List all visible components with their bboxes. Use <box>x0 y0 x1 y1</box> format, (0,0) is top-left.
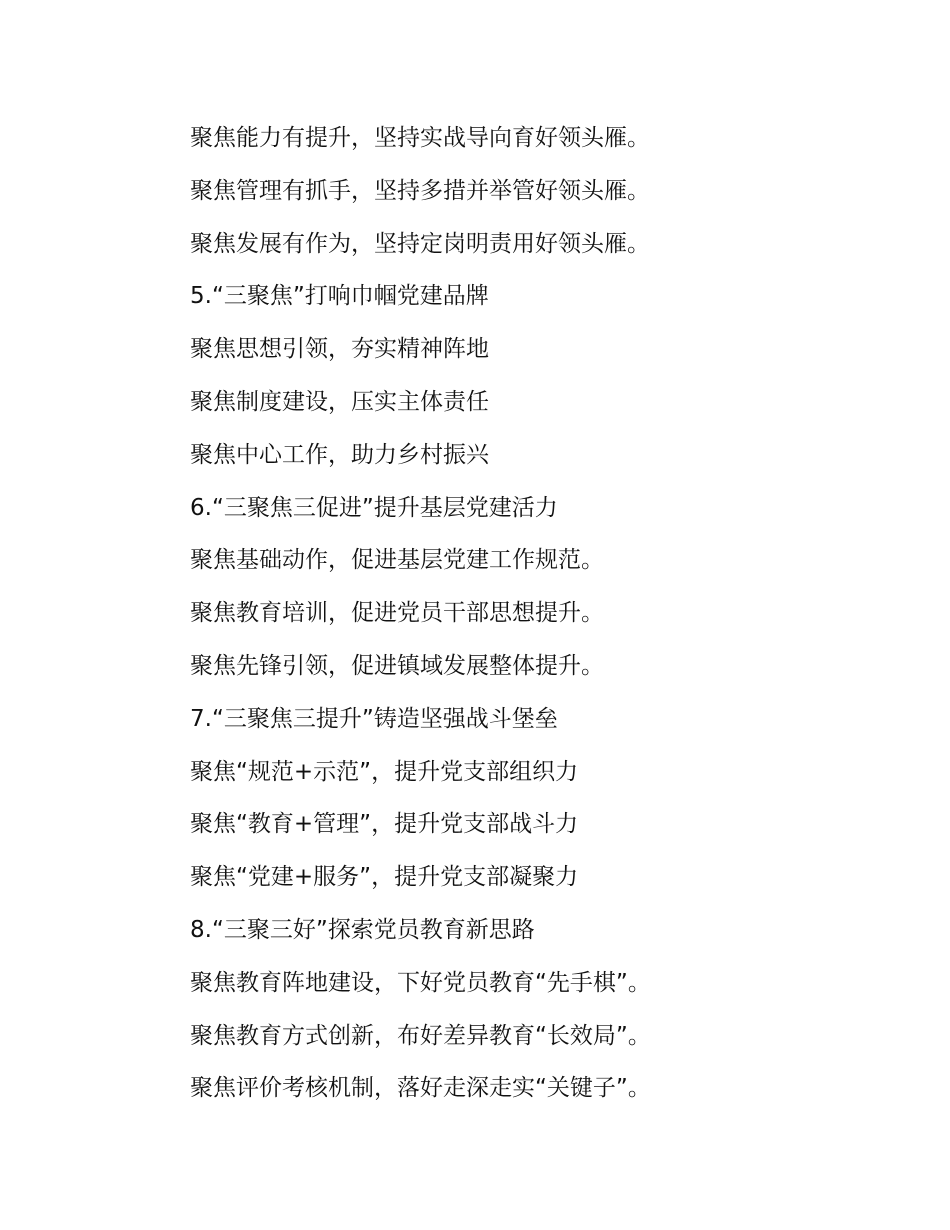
section-heading: 5.“三聚焦”打响巾帼党建品牌 <box>190 283 489 310</box>
text-line: 聚焦教育方式创新，布好差异教育“长效局”。 <box>190 1022 651 1049</box>
text-line: 聚焦评价考核机制，落好走深走实“关键子”。 <box>190 1075 651 1102</box>
text-line: 聚焦中心工作，助力乡村振兴 <box>190 441 489 468</box>
text-line: 聚焦制度建设，压实主体责任 <box>190 388 489 415</box>
text-line: 聚焦能力有提升，坚持实战导向育好领头雁。 <box>190 125 650 151</box>
text-line: 聚焦教育培训，促进党员干部思想提升。 <box>190 600 604 627</box>
text-line: 聚焦基础动作，促进基层党建工作规范。 <box>190 547 604 574</box>
text-line: 聚焦管理有抓手，坚持多措并举管好领头雁。 <box>190 177 650 204</box>
text-line: 聚焦“党建+服务”，提升党支部凝聚力 <box>190 864 579 891</box>
text-line: 聚焦教育阵地建设，下好党员教育“先手棋”。 <box>190 969 651 996</box>
section-heading: 6.“三聚焦三促进”提升基层党建活力 <box>190 494 558 521</box>
section-heading: 7.“三聚焦三提升”铸造坚强战斗堡垒 <box>190 705 558 732</box>
text-line: 聚焦先锋引领，促进镇域发展整体提升。 <box>190 652 604 679</box>
section-heading: 8.“三聚三好”探索党员教育新思路 <box>190 916 535 943</box>
document-body <box>190 116 890 1119</box>
text-line: 聚焦发展有作为，坚持定岗明责用好领头雁。 <box>190 230 650 257</box>
text-line: 聚焦“教育+管理”，提升党支部战斗力 <box>190 811 579 838</box>
text-line: 聚焦思想引领，夯实精神阵地 <box>190 336 489 363</box>
text-line: 聚焦“规范+示范”，提升党支部组织力 <box>190 758 579 785</box>
